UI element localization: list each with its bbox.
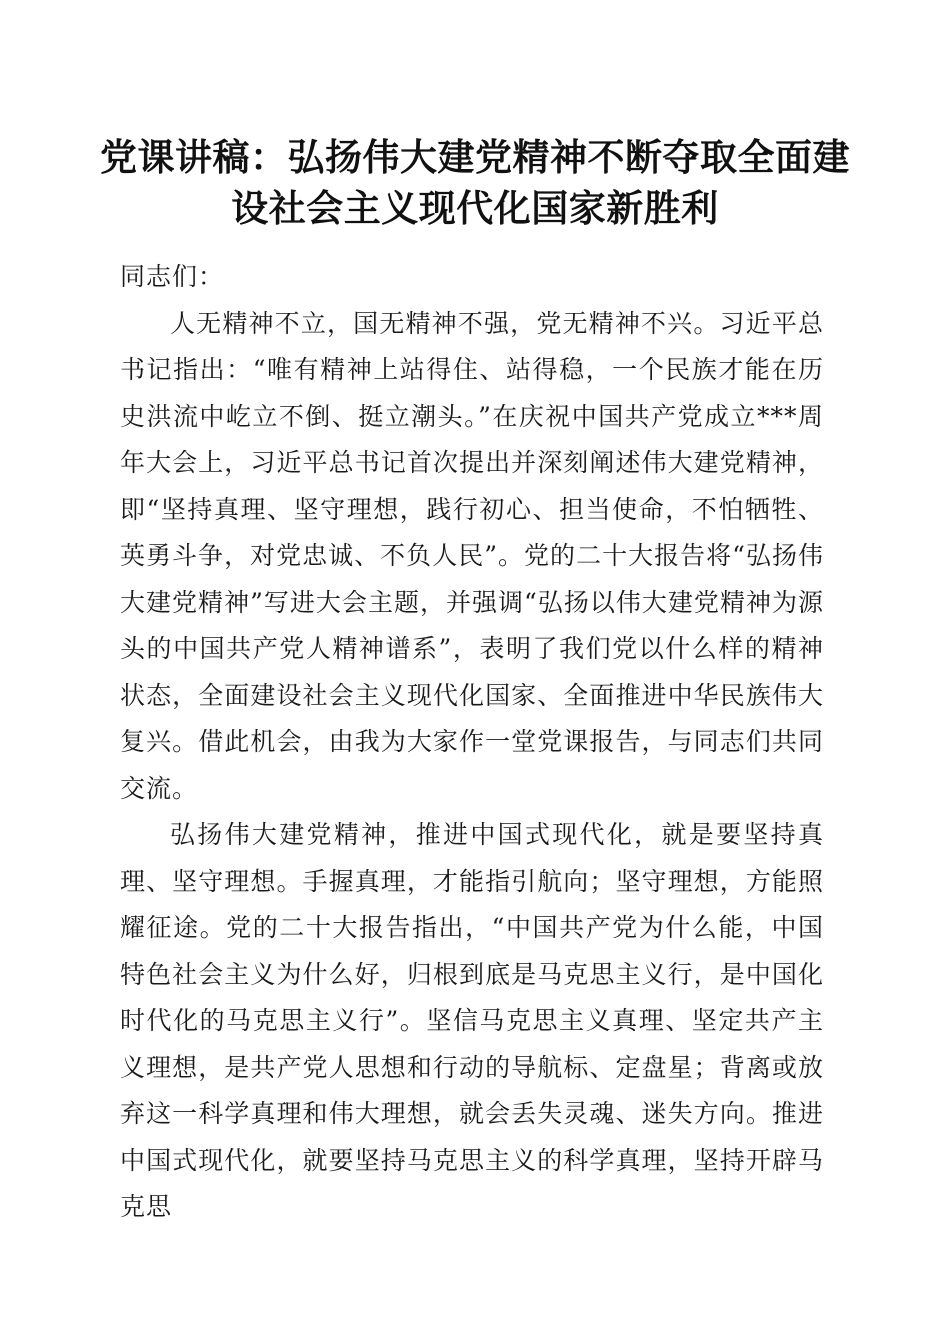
body-paragraph-2: 弘扬伟大建党精神，推进中国式现代化，就是要坚持真理、坚守理想。手握真理，才能指引航向；坚守理想，方能照耀征途。党的二十大报告指出，“中国共产党为什么能，中国特色社会主义为什么好，归根到底是马克思主义行，是中国化时代化的马克思主义行”。坚信马克思主义真理、坚定共产主义理想，是共产党人思想和行动的导航标、定盘星；背离或放弃这一科学真理和伟大理想，就会丢失灵魂、迷失方向。推进中国式现代化，就要坚持马克思主义的科学真理，坚持开辟马克思 (120, 820, 824, 1221)
salutation: 同志们： (120, 262, 225, 291)
title-line-1: 党课讲稿：弘扬伟大建党精神不断夺取全面建 (100, 135, 850, 179)
document-body (120, 254, 824, 1231)
body-paragraph-1: 人无精神不立，国无精神不强，党无精神不兴。习近平总书记指出：“唯有精神上站得住、站得稳，一个民族才能在历史洪流中屹立不倒、挺立潮头。”在庆祝中国共产党成立***周年大会上，习近平总书记首次提出并深刻阐述伟大建党精神，即“坚持真理、坚守理想，践行初心、担当使命，不怕牺牲、英勇斗争，对党忠诚、不负人民”。党的二十大报告将“弘扬伟大建党精神”写进大会主题，并强调“弘扬以伟大建党精神为源头的中国共产党人精神谱系”，表明了我们党以什么样的精神状态，全面建设社会主义现代化国家、全面推进中华民族伟大复兴。借此机会，由我为大家作一堂党课报告，与同志们共同交流。 (120, 308, 824, 803)
title-line-2: 设社会主义现代化国家新胜利 (231, 186, 719, 230)
document-title (100, 132, 850, 234)
